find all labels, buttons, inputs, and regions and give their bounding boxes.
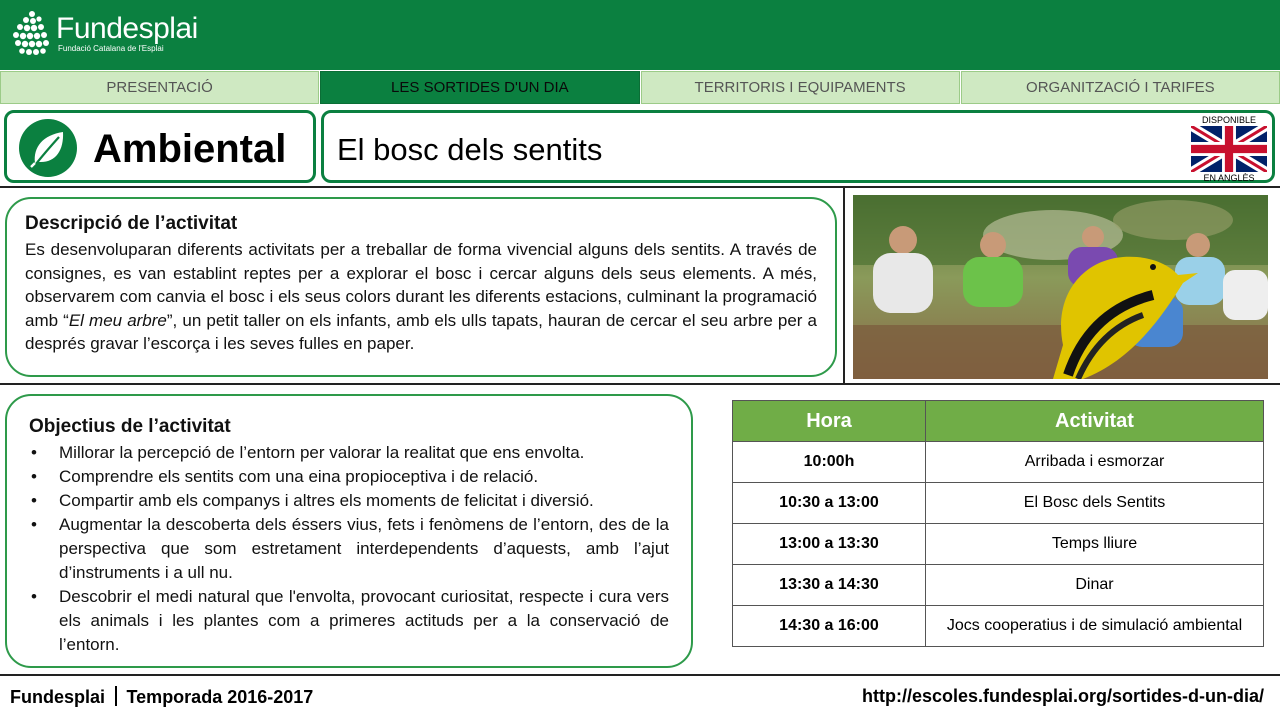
english-available-badge: [1190, 115, 1268, 183]
objective-item: • Augmentar la descoberta dels éssers vius, fets i fenòmens de l’entorn, des de la perspectiva que som estretament interdependents d’aquests, amb l’ajut d’instruments i a ull nu.: [29, 513, 669, 585]
description-box: [5, 197, 837, 377]
schedule-activity: Arribada i esmorzar: [926, 442, 1264, 483]
objective-item: • Descobrir el medi natural que l'envolta, provocant curiositat, respecte i cura vers els animals i les plantes com a primeres actituds per a la conservació de l’entorn.: [29, 585, 669, 657]
category-box: [4, 110, 316, 183]
nav-tab-territoris[interactable]: TERRITORIS I EQUIPAMENTS: [641, 71, 960, 104]
main-nav: [0, 71, 1280, 104]
footer-separator: [115, 686, 117, 706]
nav-tab-presentacio[interactable]: PRESENTACIÓ: [0, 71, 319, 104]
schedule-col-hora: Hora: [733, 401, 926, 442]
schedule-table: [732, 400, 1264, 647]
schedule-activity: El Bosc dels Sentits: [926, 483, 1264, 524]
logo-dots-icon: [12, 10, 52, 58]
category-title: Ambiental: [93, 127, 287, 171]
divider-top: [0, 186, 1280, 188]
objectives-list: [29, 441, 669, 657]
activity-title: El bosc dels sentits: [337, 132, 603, 167]
divider-middle: [0, 383, 1280, 385]
header-bar: [0, 0, 1280, 70]
logo-brand-name: Fundesplai: [56, 12, 198, 45]
schedule-activity: Dinar: [926, 565, 1264, 606]
schedule-time: 10:00h: [733, 442, 926, 483]
table-row: [733, 483, 1264, 524]
footer-left: [10, 686, 313, 708]
footer: [0, 676, 1280, 720]
badge-bottom-text: EN ANGLÈS: [1203, 173, 1255, 183]
objectives-box: [5, 394, 693, 668]
logo-tagline: Fundació Catalana de l'Esplai: [58, 44, 164, 53]
table-row: [733, 524, 1264, 565]
schedule-time: 13:30 a 14:30: [733, 565, 926, 606]
objective-item: • Comprendre els sentits com una eina propioceptiva i de relació.: [29, 465, 669, 489]
table-row: [733, 606, 1264, 647]
description-text-part-1: Es desenvoluparan diferents activitats per a treballar de forma vivencial alguns dels sentits. A través de consignes, es van establint reptes per a explorar el bosc i cercar alguns dels seus elements. A més, observarem com canvia el bosc i els seus colors durant les diferents estacions, culminant la programació amb “: [25, 240, 817, 330]
schedule-header-row: [733, 401, 1264, 442]
nav-tab-sortides[interactable]: LES SORTIDES D'UN DIA: [320, 71, 639, 104]
schedule-col-activitat: Activitat: [926, 401, 1264, 442]
divider-vertical: [843, 188, 845, 384]
description-text: [25, 238, 817, 356]
badge-top-text: DISPONIBLE: [1201, 115, 1257, 125]
table-row: [733, 442, 1264, 483]
uk-flag-icon: [1191, 126, 1267, 172]
objectives-heading: Objectius de l’activitat: [29, 416, 231, 437]
leaf-icon: [19, 119, 77, 177]
schedule-time: 13:00 a 13:30: [733, 524, 926, 565]
footer-brand: Fundesplai: [10, 687, 106, 707]
objective-item: • Compartir amb els companys i altres els moments de felicitat i diversió.: [29, 489, 669, 513]
table-row: [733, 565, 1264, 606]
description-emphasis: El meu arbre: [68, 310, 167, 330]
description-text-part-2: ”, un petit taller on els infants, amb els ulls tapats, hauran de cercar el seu arbre per a després gravar l’escorça i les seves fulles en paper.: [25, 310, 817, 353]
footer-season: Temporada 2016-2017: [126, 687, 314, 707]
schedule-time: 14:30 a 16:00: [733, 606, 926, 647]
activity-title-box: [321, 110, 1275, 183]
nav-tab-organitzacio[interactable]: ORGANITZACIÓ I TARIFES: [961, 71, 1280, 104]
description-heading: Descripció de l’activitat: [25, 213, 238, 234]
schedule-activity: Temps lliure: [926, 524, 1264, 565]
schedule-activity: Jocs cooperatius i de simulació ambiental: [926, 606, 1264, 647]
footer-url-link[interactable]: http://escoles.fundesplai.org/sortides-d-un-dia/: [861, 686, 1264, 706]
fundesplai-logo[interactable]: [12, 10, 198, 58]
objective-item: • Millorar la percepció de l’entorn per valorar la realitat que ens envolta.: [29, 441, 669, 465]
activity-photo: [853, 195, 1268, 379]
schedule-time: 10:30 a 13:00: [733, 483, 926, 524]
